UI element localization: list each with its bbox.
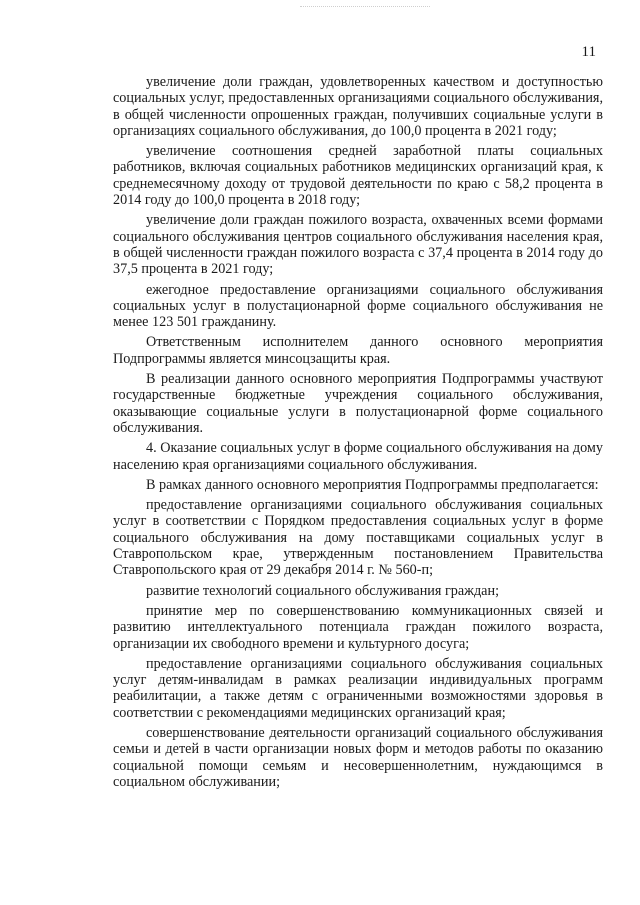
paragraph: предоставление организациями социального обслуживания социальных услуг детям-инвалидам в рамках реализации индивидуальных программ реабилитации, а также детям с ограниченными возможностями здоровья в соответствии с рекомендациями медицинских организаций края; [113, 655, 603, 721]
paragraph: предоставление организациями социального обслуживания социальных услуг в соответствии с Порядком предоставления социальных услуг в форме социального обслуживания на дому поставщиками социальных услуг в Ставропольском крае, утвержденным постановлением Правительства Ставропольского края от 29 декабря 2014 г. № 560-п; [113, 497, 603, 579]
paragraph: увеличение соотношения средней заработной платы социальных работников, включая социальных работников медицинских организаций края, к среднемесячному доходу от трудовой деятельности по краю с 58,2 процента в 2014 году до 100,0 процента в 2018 году; [113, 143, 603, 209]
paragraph: увеличение доли граждан, удовлетворенных качеством и доступностью социальных услуг, предоставленных организациями социального обслуживания, в общей численности опрошенных граждан, получивших социальные услуги в организациях социального обслуживания, до 100,0 процента в 2021 году; [113, 74, 603, 139]
paragraph: совершенствование деятельности организаций социального обслуживания семьи и детей в части организации новых форм и методов работы по оказанию социальной помощи семьям и несовершеннолетним, нуждающимся в социальном обслуживании; [113, 724, 603, 790]
paragraph: увеличение доли граждан пожилого возраста, охваченных всеми формами социального обслуживания центров социального обслуживания населения края, в общей численности граждан пожилого возраста с 37,4 процента в 2014 году до 37,5 процента в 2021 году; [113, 212, 603, 278]
paragraph: В рамках данного основного мероприятия Подпрограммы предполагается: [146, 476, 599, 493]
paragraph: В реализации данного основного мероприятия Подпрограммы участвуют государственные бюджетные учреждения социального обслуживания, оказывающие социальные услуги в полустационарной форме социального обслуживания. [113, 371, 603, 436]
page-number: 11 [581, 44, 596, 60]
paragraph: развитие технологий социального обслуживания граждан; [146, 582, 500, 599]
paragraph: 4. Оказание социальных услуг в форме социального обслуживания на дому населению края организациями социального обслуживания. [113, 440, 603, 473]
paragraph: ежегодное предоставление организациями социального обслуживания социальных услуг в полустационарной форме социального обслуживания не менее 123 501 гражданину. [113, 281, 603, 331]
paragraph: принятие мер по совершенствованию коммуникационных связей и развитию интеллектуального потенциала граждан пожилого возраста, организации их свободного времени и культурного досуга; [113, 602, 603, 652]
scan-artifact [300, 6, 430, 9]
paragraph: Ответственным исполнителем данного основного мероприятия Подпрограммы является минсоцзащиты края. [113, 334, 603, 367]
document-body [113, 74, 603, 794]
